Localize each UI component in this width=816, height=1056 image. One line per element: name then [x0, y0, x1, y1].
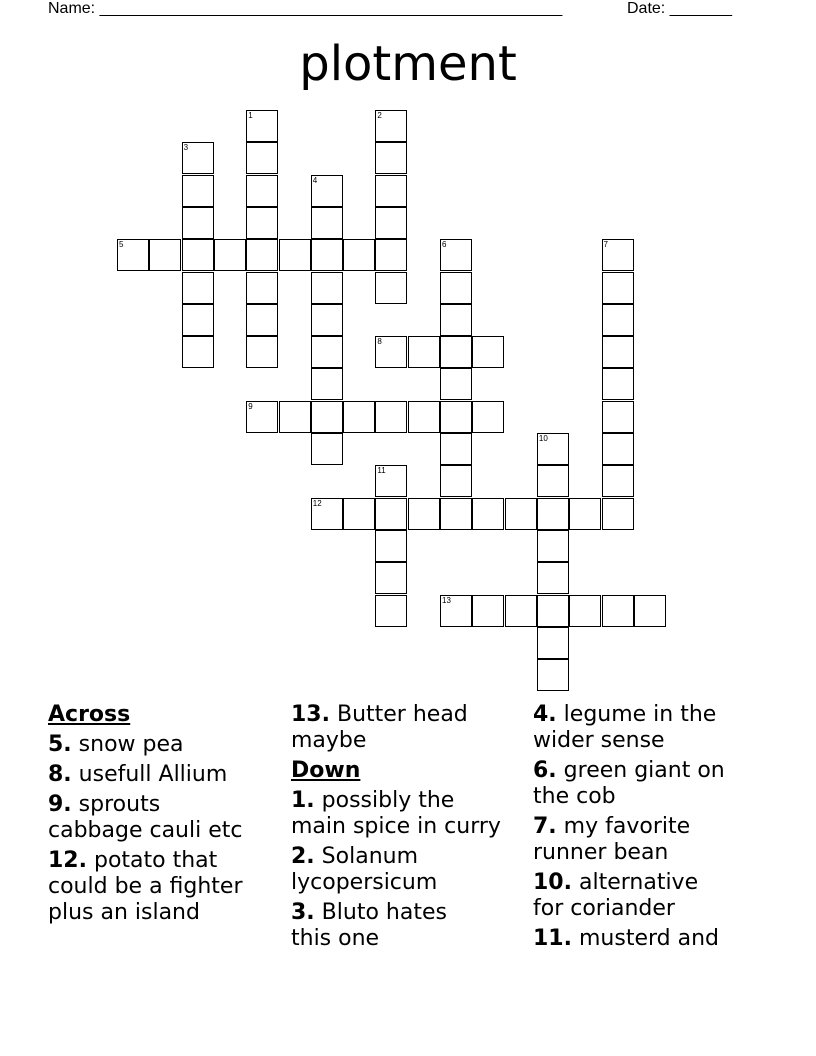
grid-cell[interactable] — [537, 659, 569, 691]
grid-cell[interactable] — [182, 304, 214, 336]
grid-cell[interactable] — [440, 433, 472, 465]
clue-across-5 — [48, 732, 283, 758]
grid-cell[interactable] — [246, 175, 278, 207]
clue-text: Bluto hates this one — [291, 900, 447, 951]
grid-cell[interactable] — [440, 368, 472, 400]
cell-number: 10 — [538, 434, 548, 443]
date-field-label: Date: _______ — [627, 0, 732, 17]
grid-cell[interactable] — [537, 433, 569, 465]
grid-cell[interactable] — [343, 401, 375, 433]
grid-cell[interactable] — [602, 401, 634, 433]
cell-number: 3 — [183, 143, 189, 153]
grid-cell[interactable] — [602, 336, 634, 368]
clue-number: 5. — [48, 732, 72, 757]
down-heading: Down — [291, 758, 361, 783]
grid-cell[interactable] — [343, 498, 375, 530]
grid-cell[interactable] — [375, 401, 407, 433]
clue-number: 4. — [533, 702, 557, 727]
clue-text: snow pea — [78, 732, 184, 757]
clue-down-6 — [533, 758, 773, 810]
grid-cell[interactable] — [182, 207, 214, 239]
clue-down-4 — [533, 702, 773, 754]
grid-cell[interactable] — [375, 336, 407, 368]
grid-cell[interactable] — [149, 239, 181, 271]
clue-down-10 — [533, 870, 773, 922]
grid-cell[interactable] — [537, 595, 569, 627]
clue-text: possibly the main spice in curry — [291, 788, 501, 839]
clue-across-12 — [48, 848, 283, 926]
clue-down-2 — [291, 844, 526, 896]
grid-cell[interactable] — [602, 433, 634, 465]
grid-cell[interactable] — [182, 142, 214, 174]
grid-cell[interactable] — [311, 433, 343, 465]
grid-cell[interactable] — [279, 401, 311, 433]
grid-cell[interactable] — [505, 498, 537, 530]
clue-number: 3. — [291, 900, 315, 925]
grid-cell[interactable] — [375, 595, 407, 627]
grid-cell[interactable] — [246, 272, 278, 304]
grid-cell[interactable] — [472, 336, 504, 368]
grid-cell[interactable] — [440, 336, 472, 368]
grid-cell[interactable] — [311, 175, 343, 207]
grid-cell[interactable] — [537, 498, 569, 530]
cell-number: 9 — [248, 401, 253, 411]
grid-cell[interactable] — [246, 336, 278, 368]
grid-cell[interactable] — [246, 142, 278, 174]
grid-cell[interactable] — [472, 595, 504, 627]
grid-cell[interactable] — [246, 239, 278, 271]
name-field-label: Name: ____________________________________________________ — [48, 0, 563, 17]
grid-cell[interactable] — [279, 239, 311, 271]
grid-cell[interactable] — [472, 401, 504, 433]
grid-cell[interactable] — [375, 142, 407, 174]
grid-cell[interactable] — [246, 304, 278, 336]
clue-across-8 — [48, 762, 283, 788]
grid-cell[interactable] — [182, 175, 214, 207]
grid-cell[interactable] — [440, 401, 472, 433]
grid-cell[interactable] — [472, 498, 504, 530]
clue-text: musterd and — [578, 926, 719, 951]
grid-cell[interactable] — [246, 110, 278, 142]
grid-cell[interactable] — [634, 595, 666, 627]
puzzle-title: plotment — [299, 36, 517, 92]
clue-number: 12. — [48, 848, 87, 873]
cell-number: 4 — [312, 175, 318, 185]
cell-number: 12 — [312, 498, 322, 508]
clue-text: Butter head maybe — [291, 702, 468, 753]
clue-number: 6. — [533, 758, 557, 783]
grid-cell[interactable] — [311, 401, 343, 433]
across-heading: Across — [48, 702, 131, 727]
grid-cell[interactable] — [343, 239, 375, 271]
clue-across-13 — [291, 702, 526, 754]
grid-cell[interactable] — [311, 207, 343, 239]
grid-cell[interactable] — [602, 595, 634, 627]
clue-down-3 — [291, 900, 526, 952]
clue-number: 8. — [48, 762, 72, 787]
grid-cell[interactable] — [440, 498, 472, 530]
cell-number: 11 — [377, 466, 386, 476]
grid-cell[interactable] — [182, 239, 214, 271]
grid-cell[interactable] — [375, 530, 407, 562]
clue-number: 9. — [48, 792, 72, 817]
grid-cell[interactable] — [311, 304, 343, 336]
clue-text: Solanum lycopersicum — [291, 844, 438, 895]
cell-number: 2 — [377, 111, 382, 120]
grid-cell[interactable] — [375, 207, 407, 239]
grid-cell[interactable] — [375, 110, 407, 142]
grid-cell[interactable] — [375, 272, 407, 304]
grid-cell[interactable] — [311, 272, 343, 304]
clue-number: 1. — [291, 788, 315, 813]
grid-cell[interactable] — [505, 595, 537, 627]
grid-cell[interactable] — [602, 498, 634, 530]
clue-column-1 — [48, 702, 283, 926]
clue-down-1 — [291, 788, 526, 840]
grid-cell[interactable] — [246, 401, 278, 433]
grid-cell[interactable] — [537, 465, 569, 497]
clue-column-3 — [533, 702, 773, 952]
grid-cell[interactable] — [311, 239, 343, 271]
grid-cell[interactable] — [408, 401, 440, 433]
grid-cell[interactable] — [537, 562, 569, 594]
clue-text: usefull Allium — [78, 762, 228, 787]
clue-down-7 — [533, 814, 773, 866]
clue-number: 13. — [291, 702, 330, 727]
clue-text: sprouts cabbage cauli etc — [48, 792, 243, 843]
clue-down-11 — [533, 926, 773, 952]
grid-cell[interactable] — [311, 498, 343, 530]
grid-cell[interactable] — [311, 336, 343, 368]
grid-cell[interactable] — [375, 175, 407, 207]
clue-text: green giant on the cob — [533, 758, 725, 809]
grid-cell[interactable] — [375, 239, 407, 271]
clue-number: 10. — [533, 870, 572, 895]
grid-cell[interactable] — [182, 272, 214, 304]
grid-cell[interactable] — [246, 207, 278, 239]
grid-cell[interactable] — [440, 239, 472, 271]
cell-number: 6 — [442, 240, 447, 250]
grid-cell[interactable] — [602, 465, 634, 497]
grid-cell[interactable] — [375, 562, 407, 594]
clue-number: 2. — [291, 844, 315, 869]
grid-cell[interactable] — [214, 239, 246, 271]
grid-cell[interactable] — [569, 595, 601, 627]
grid-cell[interactable] — [602, 239, 634, 271]
cell-number: 8 — [377, 337, 382, 347]
clue-text: alternative for coriander — [533, 870, 699, 921]
grid-cell[interactable] — [537, 530, 569, 562]
clue-number: 7. — [533, 814, 557, 839]
cell-number: 5 — [119, 240, 124, 250]
clue-text: my favorite runner bean — [533, 814, 691, 865]
clue-column-2 — [291, 702, 526, 952]
grid-cell[interactable] — [375, 498, 407, 530]
clue-text: legume in the wider sense — [533, 702, 717, 753]
grid-cell[interactable] — [602, 272, 634, 304]
grid-cell[interactable] — [440, 304, 472, 336]
clue-number: 11. — [533, 926, 572, 951]
grid-cell[interactable] — [537, 627, 569, 659]
grid-cell[interactable] — [602, 304, 634, 336]
cell-number: 13 — [442, 595, 451, 605]
grid-cell[interactable] — [182, 336, 214, 368]
grid-cell[interactable] — [440, 272, 472, 304]
grid-cell[interactable] — [440, 465, 472, 497]
grid-cell[interactable] — [375, 465, 407, 497]
clue-text: potato that could be a fighter plus an island — [48, 848, 243, 925]
grid-cell[interactable] — [602, 368, 634, 400]
grid-cell[interactable] — [311, 368, 343, 400]
grid-cell[interactable] — [117, 239, 149, 271]
grid-cell[interactable] — [569, 498, 601, 530]
grid-cell[interactable] — [440, 595, 472, 627]
cell-number: 7 — [603, 240, 608, 250]
cell-number: 1 — [248, 111, 253, 120]
grid-cell[interactable] — [408, 336, 440, 368]
grid-cell[interactable] — [408, 498, 440, 530]
clue-across-9 — [48, 792, 283, 844]
